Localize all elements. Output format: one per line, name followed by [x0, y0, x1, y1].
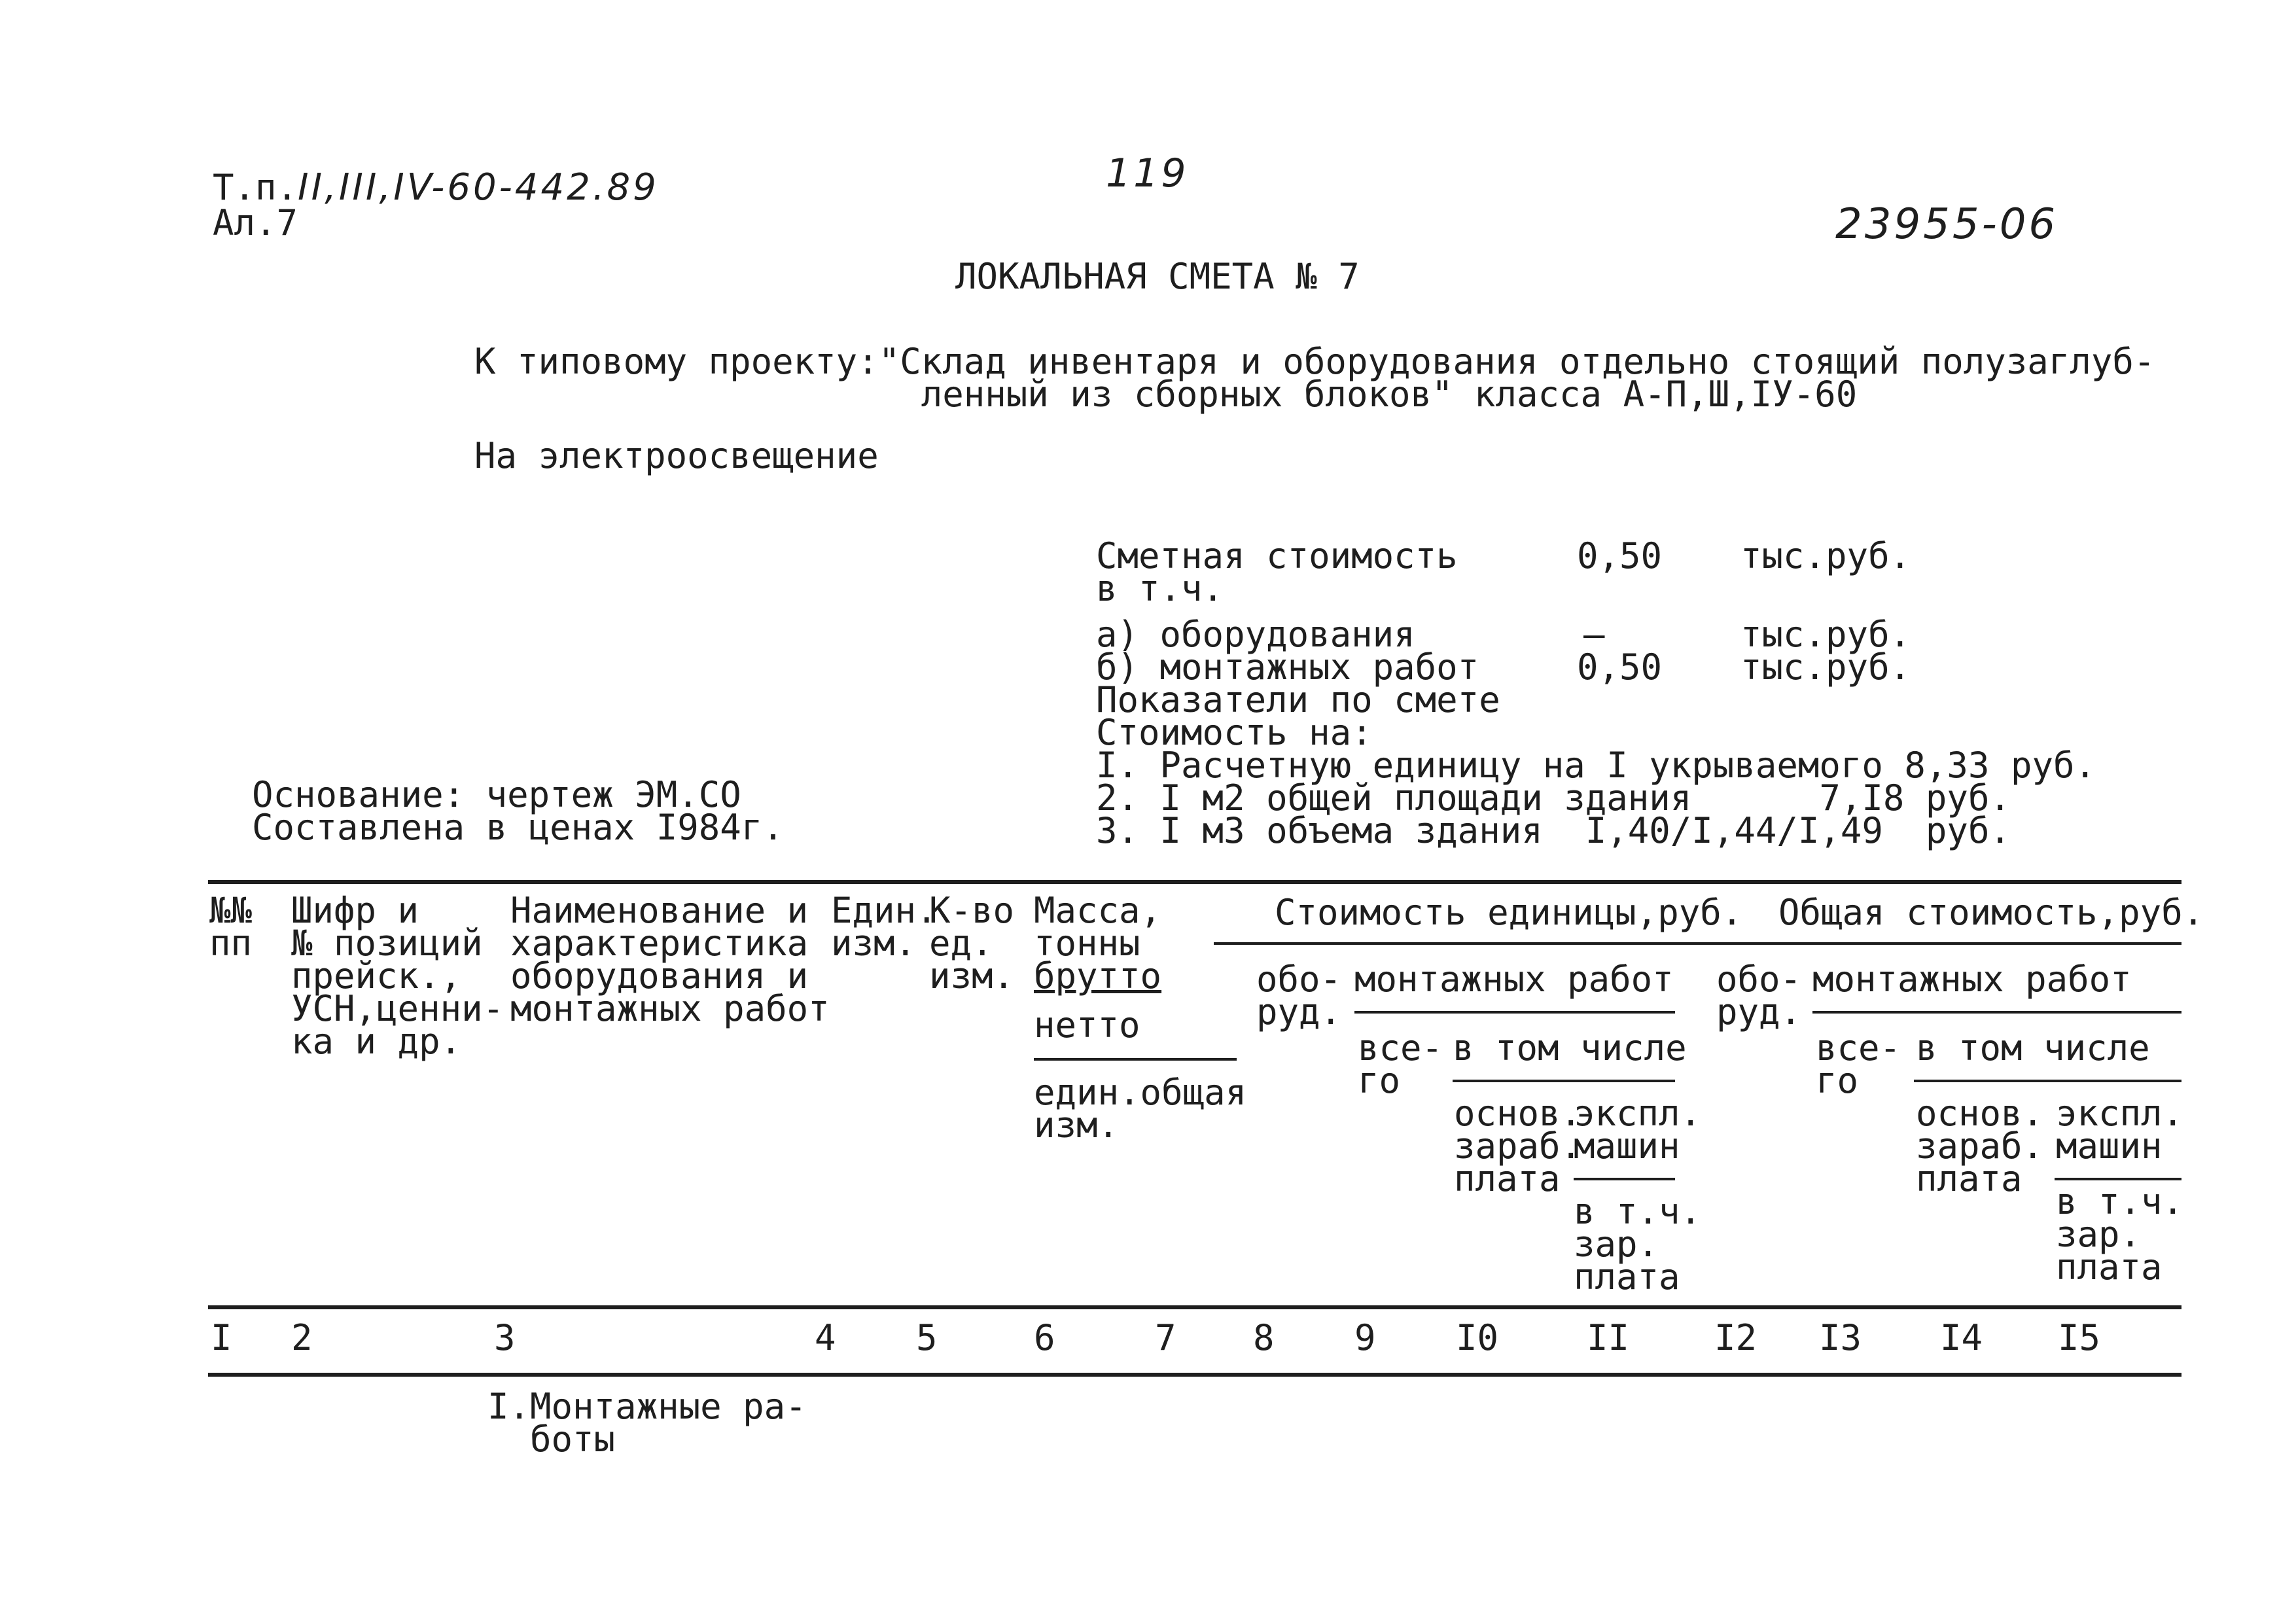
project-code-prefix: Т.п.	[213, 167, 298, 208]
col-header-unit: Един. изм.	[831, 890, 938, 964]
installation-value: 0,50	[1577, 646, 1663, 688]
indicator-line-1: I. Расчетную единицу на I укрываемого 8,33 руб.	[1096, 745, 2096, 786]
column-number: I3	[1819, 1317, 1862, 1358]
basis-prices: Составлена в ценах I984г.	[252, 807, 784, 848]
total-cost-title: Общая стоимость,руб.	[1778, 892, 2204, 933]
registration-number: 23955-06	[1835, 200, 2058, 249]
cost-group-rule	[1214, 942, 2181, 945]
unit-installation-header: монтажных работ	[1354, 959, 1674, 1000]
col-header-mass-net: нетто	[1034, 1004, 1140, 1046]
total-including-rule	[1914, 1080, 2181, 1082]
indicator-line-2: 2. I м2 общей площади здания 7,I8 руб.	[1096, 777, 2011, 819]
album-number: Ал.7	[213, 202, 298, 243]
total-installation-header: монтажных работ	[1812, 959, 2132, 1000]
column-number: I0	[1456, 1317, 1499, 1358]
unit-machine-rule	[1574, 1178, 1675, 1180]
unit-basic-wage-header: основ. зараб. плата	[1454, 1093, 1582, 1199]
column-number: I4	[1940, 1317, 1983, 1358]
total-basic-wage-header: основ. зараб. плата	[1916, 1093, 2044, 1199]
total-installation-rule	[1812, 1011, 2181, 1014]
col-header-row-number: №№ пп	[209, 890, 253, 964]
col-header-code: Шифр и № позиций прейск., УСН,ценни- ка и др.	[291, 890, 504, 1062]
including-label: в т.ч.	[1096, 568, 1224, 609]
total-equipment-header: обо- руд.	[1716, 959, 1802, 1033]
column-number: 2	[291, 1317, 313, 1358]
column-number: 5	[916, 1317, 938, 1358]
equipment-label: а) оборудования	[1096, 614, 1415, 655]
equipment-value: –	[1583, 614, 1605, 655]
col-header-mass-gross: брутто	[1034, 955, 1162, 997]
unit-installation-rule	[1354, 1011, 1675, 1014]
col-header-mass-unit: един.общая изм.	[1034, 1072, 1247, 1146]
installation-unit: тыс.руб.	[1740, 646, 1911, 688]
page-number: 119	[1106, 150, 1189, 196]
column-number: I2	[1714, 1317, 1757, 1358]
indicator-line-3: 3. I м3 объема здания I,40/I,44/I,49 руб.	[1096, 810, 2011, 851]
mass-net-rule	[1034, 1058, 1237, 1061]
unit-cost-title: Стоимость единицы,руб.	[1275, 892, 1743, 933]
column-number: I	[211, 1317, 232, 1358]
section-title: I.Монтажные ра- боты	[487, 1386, 807, 1460]
document-title: ЛОКАЛЬНАЯ СМЕТА № 7	[955, 256, 1360, 297]
total-including-header: в том числе	[1916, 1027, 2150, 1068]
project-code	[213, 166, 659, 209]
column-number: 8	[1253, 1317, 1275, 1358]
column-numbers-rule	[208, 1373, 2181, 1377]
basis-drawing: Основание: чертеж ЭМ.СО	[252, 774, 741, 815]
unit-machine-wage-header: в т.ч. зар. плата	[1574, 1191, 1702, 1297]
total-machine-rule	[2055, 1178, 2181, 1180]
total-total-header: все- го	[1816, 1027, 1901, 1101]
unit-including-header: в том числе	[1453, 1027, 1687, 1068]
column-number: 6	[1034, 1317, 1055, 1358]
indicators-subheading: Стоимость на:	[1096, 712, 1373, 753]
unit-equipment-header: обо- руд.	[1256, 959, 1342, 1033]
unit-including-rule	[1453, 1080, 1675, 1082]
unit-machine-header: экспл. машин	[1574, 1093, 1702, 1167]
col-header-quantity: К-во ед. изм.	[929, 890, 1015, 997]
indicators-heading: Показатели по смете	[1096, 679, 1500, 720]
estimated-cost-unit: тыс.руб.	[1740, 535, 1911, 576]
column-number: 7	[1155, 1317, 1176, 1358]
project-description: К типовому проекту:"Склад инвентаря и оборудования отдельно стоящий полузаглуб- ленный из сборных блоков" класса А-П,Ш,IУ-60	[474, 341, 2155, 415]
total-machine-header: экспл. машин	[2056, 1093, 2184, 1167]
estimated-cost-label: Сметная стоимость	[1096, 535, 1458, 576]
column-number: I5	[2058, 1317, 2101, 1358]
col-header-mass: Масса, тонны	[1034, 890, 1162, 964]
column-number: 3	[494, 1317, 516, 1358]
table-top-rule	[208, 880, 2181, 884]
column-number: II	[1587, 1317, 1630, 1358]
installation-label: б) монтажных работ	[1096, 646, 1479, 688]
unit-total-header: все- го	[1358, 1027, 1443, 1101]
total-machine-wage-header: в т.ч. зар. плата	[2056, 1181, 2184, 1288]
column-number: 9	[1354, 1317, 1376, 1358]
project-code-series: II,III,IV-60-442.89	[298, 166, 659, 209]
section-for: На электроосвещение	[474, 435, 879, 476]
estimated-cost-value: 0,50	[1577, 535, 1663, 576]
column-number: 4	[815, 1317, 836, 1358]
header-bottom-rule	[208, 1305, 2181, 1309]
equipment-unit: тыс.руб.	[1740, 614, 1911, 655]
col-header-name: Наименование и характеристика оборудования и монтажных работ	[510, 890, 830, 1029]
